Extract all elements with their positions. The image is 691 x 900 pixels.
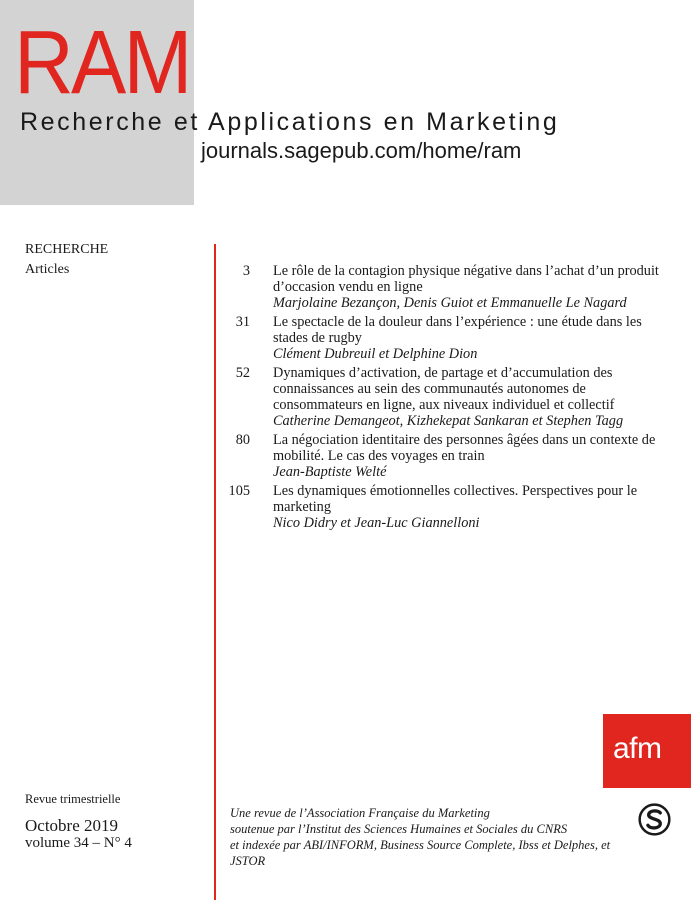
- toc-page-number: 105: [228, 483, 250, 499]
- sage-logo-icon: [638, 803, 671, 836]
- toc-page-number: 80: [235, 432, 250, 448]
- footer-note: [230, 805, 630, 869]
- toc-authors: Nico Didry et Jean-Luc Giannelloni: [273, 515, 480, 531]
- toc-item: [220, 365, 680, 429]
- toc-title: Les dynamiques émotionnelles collectives. Perspectives pour le marketing: [273, 483, 638, 515]
- journal-full-title: Recherche et Applications en Marketing: [20, 108, 560, 136]
- toc-item: [220, 483, 680, 531]
- table-of-contents: [220, 263, 680, 534]
- toc-body: [273, 314, 673, 362]
- footer-line: Une revue de l’Association Française du Marketing: [230, 806, 490, 820]
- red-vertical-rule: [214, 244, 216, 900]
- journal-url: journals.sagepub.com/home/ram: [201, 138, 522, 163]
- toc-authors: Clément Dubreuil et Delphine Dion: [273, 346, 478, 362]
- toc-page-number: 52: [235, 365, 250, 381]
- toc-body: [273, 483, 673, 531]
- issue-volume: volume 34 – N° 4: [25, 835, 132, 851]
- toc-authors: Jean-Baptiste Welté: [273, 464, 387, 480]
- toc-authors: Marjolaine Bezançon, Denis Guiot et Emmanuelle Le Nagard: [273, 295, 627, 311]
- toc-title: Le rôle de la contagion physique négative dans l’achat d’un produit d’occasion vendu en ligne: [273, 263, 659, 295]
- toc-title: Dynamiques d’activation, de partage et d’accumulation des connaissances au sein des communautés autonomes de consommateurs en ligne, aux niveaux individuel et collectif: [273, 365, 615, 413]
- section-sub: Articles: [25, 262, 70, 277]
- toc-item: [220, 263, 680, 311]
- toc-item: [220, 314, 680, 362]
- footer-line: soutenue par l’Institut des Sciences Humaines et Sociales du CNRS: [230, 822, 568, 836]
- footer-line: et indexée par ABI/INFORM, Business Source Complete, Ibss et Delphes, et JSTOR: [230, 838, 611, 868]
- toc-title: Le spectacle de la douleur dans l’expérience : une étude dans les stades de rugby: [273, 314, 642, 346]
- toc-body: [273, 432, 673, 480]
- toc-body: [273, 365, 673, 429]
- toc-body: [273, 263, 673, 311]
- issue-frequency: Revue trimestrielle: [25, 792, 121, 806]
- afm-logo: [603, 714, 691, 788]
- toc-item: [220, 432, 680, 480]
- toc-authors: Catherine Demangeot, Kizhekepat Sankaran et Stephen Tagg: [273, 413, 624, 429]
- issue-date: Octobre 2019: [25, 816, 119, 835]
- afm-logo-text: afm: [613, 732, 662, 765]
- toc-page-number: 3: [242, 263, 250, 279]
- toc-title: La négociation identitaire des personnes âgées dans un contexte de mobilité. Le cas des voyages en train: [273, 432, 656, 464]
- toc-page-number: 31: [235, 314, 250, 330]
- journal-logo: RAM: [14, 13, 190, 113]
- section-label: RECHERCHE: [25, 242, 109, 257]
